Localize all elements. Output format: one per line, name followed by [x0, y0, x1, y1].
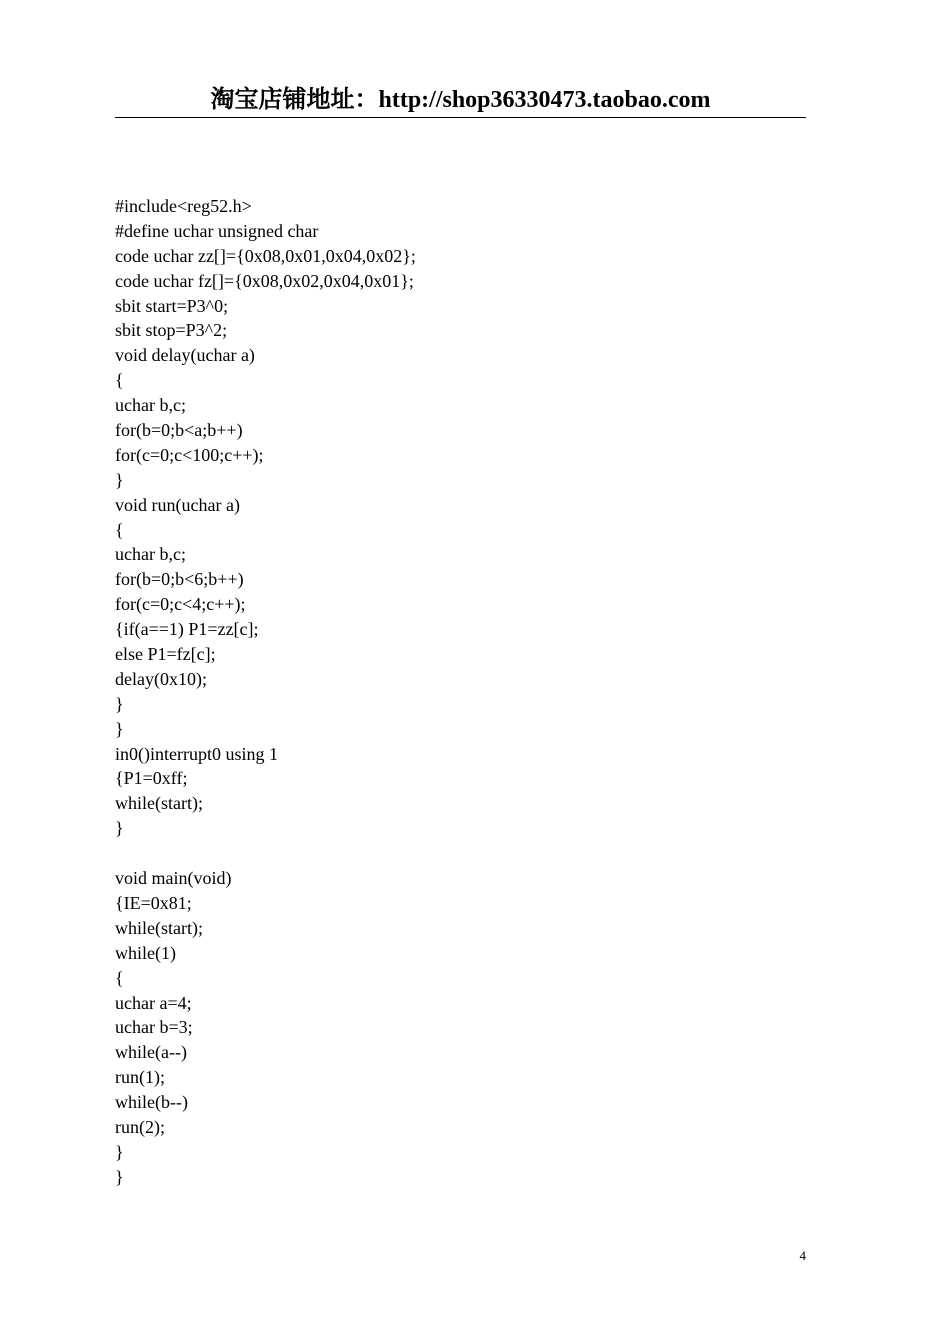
code-line: for(b=0;b<6;b++) — [115, 569, 244, 590]
code-line: in0()interrupt0 using 1 — [115, 743, 278, 764]
code-line: void run(uchar a) — [115, 494, 240, 515]
code-line: { — [115, 967, 124, 988]
code-line — [115, 841, 806, 866]
code-line: } — [115, 1166, 124, 1187]
code-line: #define uchar unsigned char — [115, 220, 319, 241]
code-line: void delay(uchar a) — [115, 345, 255, 366]
code-line: sbit start=P3^0; — [115, 295, 229, 316]
code-line: for(c=0;c<100;c++); — [115, 444, 264, 465]
code-line: {P1=0xff; — [115, 768, 188, 789]
code-line: { — [115, 519, 124, 540]
code-line: { — [115, 370, 124, 391]
code-line: uchar b,c; — [115, 544, 186, 565]
page-number: 4 — [799, 1248, 806, 1263]
code-line: while(b--) — [115, 1092, 188, 1113]
code-line: void main(void) — [115, 868, 232, 889]
code-line: uchar a=4; — [115, 992, 192, 1013]
code-line: else P1=fz[c]; — [115, 644, 216, 665]
code-line: #include<reg52.h> — [115, 196, 252, 216]
code-line: for(b=0;b<a;b++) — [115, 420, 243, 441]
code-line: while(1) — [115, 942, 176, 963]
code-line: } — [115, 693, 124, 714]
code-listing — [115, 194, 806, 1190]
page-header — [115, 84, 806, 118]
code-line: for(c=0;c<4;c++); — [115, 594, 246, 615]
code-line: run(2); — [115, 1116, 165, 1137]
code-line: run(1); — [115, 1067, 165, 1088]
code-line: {IE=0x81; — [115, 892, 192, 913]
code-line: sbit stop=P3^2; — [115, 320, 228, 341]
code-line: } — [115, 469, 124, 490]
code-line: } — [115, 1141, 124, 1162]
code-line: } — [115, 718, 124, 739]
code-line: code uchar fz[]={0x08,0x02,0x04,0x01}; — [115, 270, 414, 291]
code-line: {if(a==1) P1=zz[c]; — [115, 619, 259, 640]
code-line: code uchar zz[]={0x08,0x01,0x04,0x02}; — [115, 245, 416, 266]
code-line: uchar b,c; — [115, 395, 186, 416]
code-line: while(a--) — [115, 1042, 187, 1063]
code-line: while(start); — [115, 793, 203, 814]
code-line: } — [115, 818, 124, 839]
code-line: while(start); — [115, 917, 203, 938]
header-shop-address: 淘宝店铺地址：http://shop36330473.taobao.com — [210, 87, 711, 113]
code-line: delay(0x10); — [115, 668, 207, 689]
code-line: uchar b=3; — [115, 1017, 193, 1038]
